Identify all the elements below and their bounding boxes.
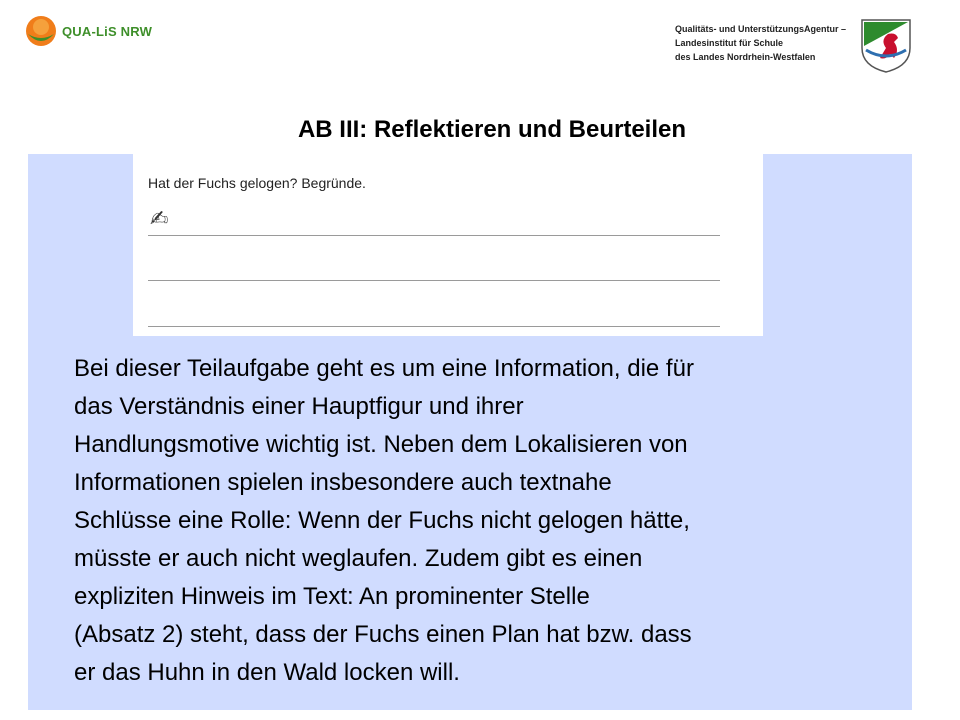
explanation-text: Bei dieser Teilaufgabe geht es um eine Information, die für das Verständnis einer Hauptfigur und ihrer Handlungsmotive wichtig ist. Neben dem Lokalisieren von Informationen spielen insbesondere auch textnahe Schlüsse eine Rolle: Wenn der Fuchs nicht gelogen hätte, müsste er auch nicht weglaufen. Zudem gibt es einen expliziten Hinweis im Text: An prominenter Stelle (Absatz 2) steht, dass der Fuchs einen Plan hat bzw. dass er das Huhn in den Wald locken will. [74,355,694,686]
logo-text-part2: NRW [120,23,153,39]
agency-line: des Landes Nordrhein-Westfalen [675,52,816,62]
task-question: Hat der Fuchs gelogen? Begründe. [148,175,366,191]
nrw-crest-icon [860,18,912,74]
answer-line [148,280,720,281]
answer-line [148,326,720,327]
qualis-logo-icon [24,14,58,48]
agency-line: Landesinstitut für Schule [675,38,784,48]
answer-line [148,235,720,236]
logo-text [62,24,152,39]
agency-line: Qualitäts- und UnterstützungsAgentur – [675,24,846,34]
page-title-text: AB III: Reflektieren und Beurteilen [297,116,687,143]
writing-hand-icon: ✍ [150,206,169,231]
agency-name [675,22,846,64]
qualis-logo [24,14,152,48]
logo-text-part1: QUA-LiS [62,23,117,39]
page-title [0,116,960,144]
